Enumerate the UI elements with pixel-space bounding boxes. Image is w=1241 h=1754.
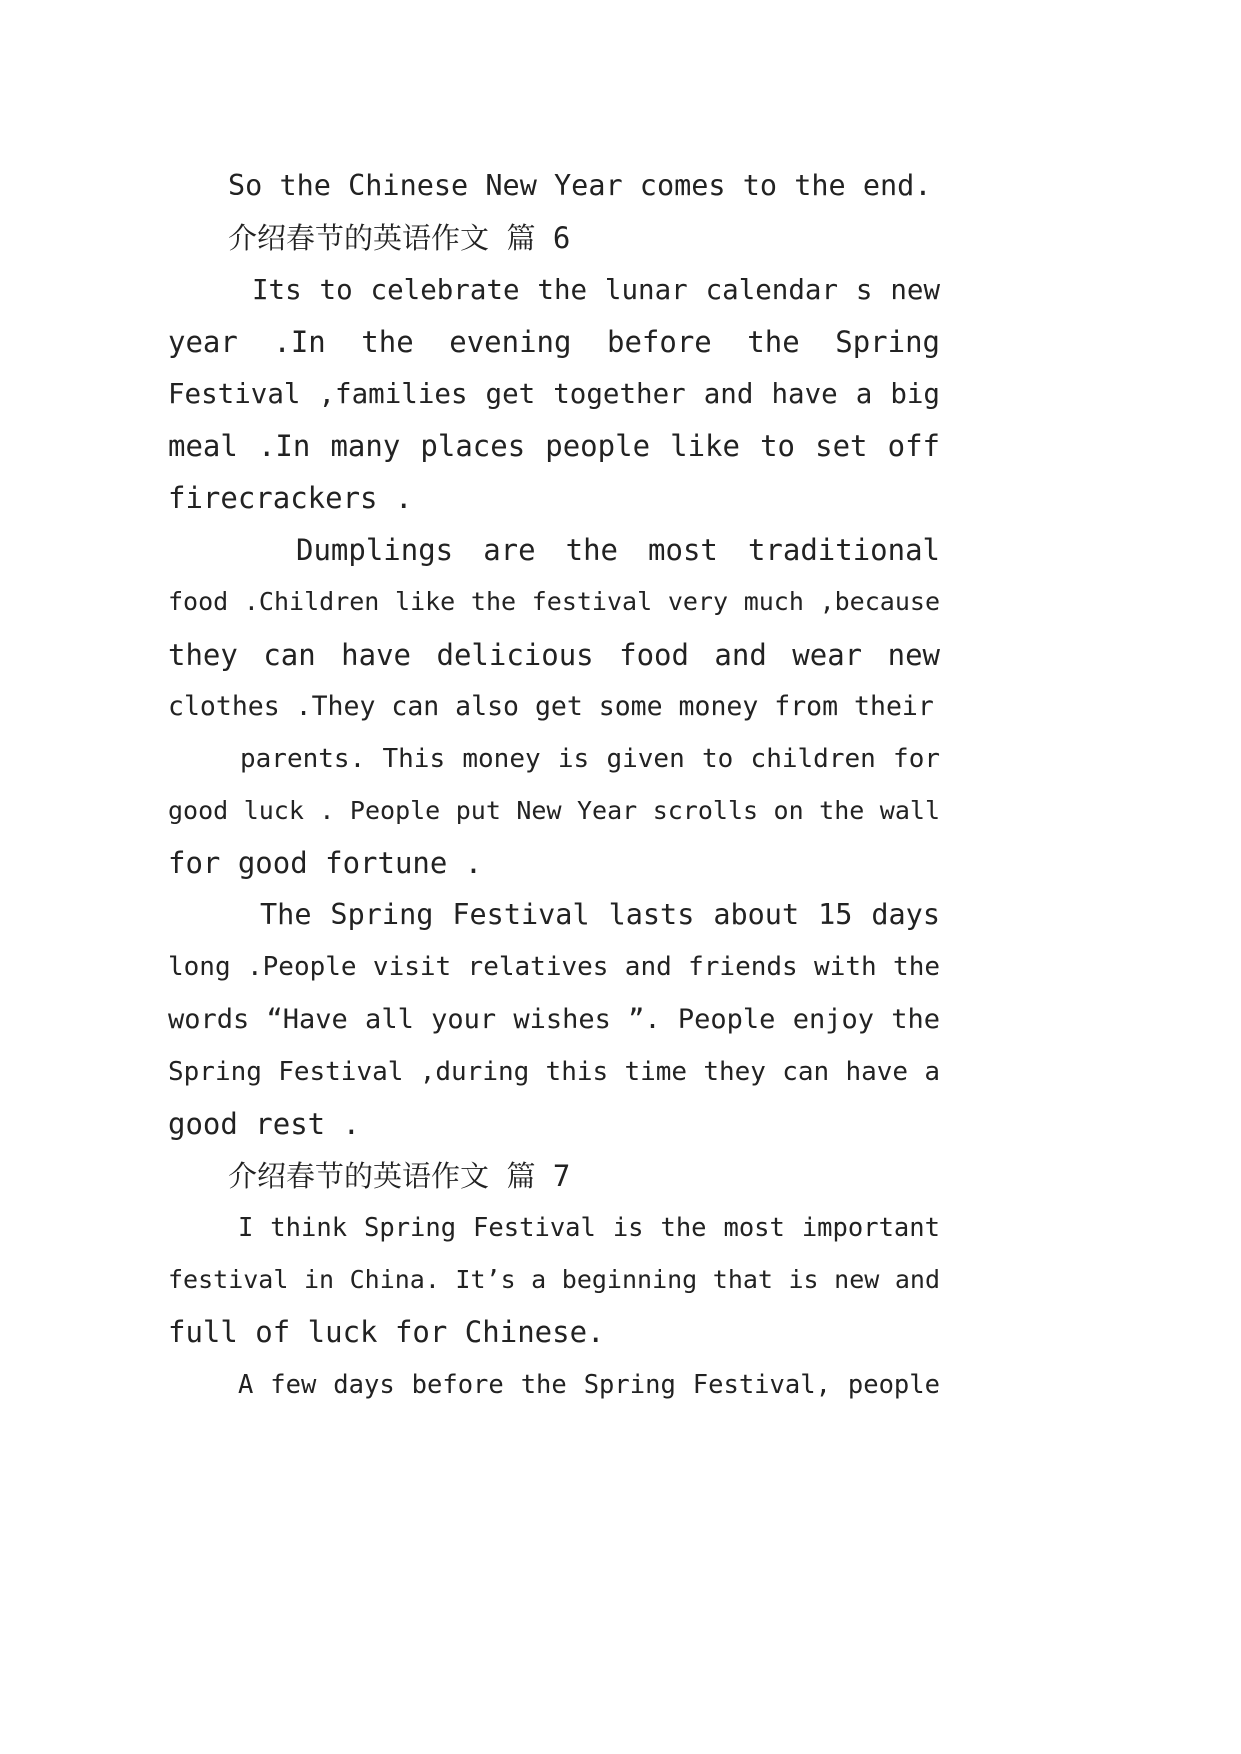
text-line: good rest . (168, 1107, 361, 1141)
text-line: they can have delicious food and wear new (168, 638, 940, 672)
text-line: Festival ,families get together and have a big (168, 378, 940, 410)
text-line: year .In the evening before the Spring (168, 325, 940, 359)
text-line: words “Have all your wishes ”. People enjoy the (168, 1004, 940, 1035)
text-line: I think Spring Festival is the most important (238, 1213, 940, 1243)
text-line: festival in China. It’s a beginning that is new and (168, 1265, 940, 1294)
text-line: food .Children like the festival very much ,because (168, 587, 940, 616)
text-line: firecrackers . (168, 481, 413, 515)
section-heading: 介绍春节的英语作文 篇 6 (228, 221, 571, 255)
text-line: A few days before the Spring Festival, people (238, 1370, 940, 1400)
text-line: Dumplings are the most traditional (296, 533, 940, 567)
text-line: good luck . People put New Year scrolls on the wall (168, 796, 940, 825)
text-line: parents. This money is given to children for (240, 744, 940, 774)
text-line: meal .In many places people like to set off (168, 429, 940, 463)
section-heading: 介绍春节的英语作文 篇 7 (228, 1159, 571, 1193)
text-line: for good fortune . (168, 846, 483, 880)
text-line: Its to celebrate the lunar calendar s new (252, 274, 940, 306)
text-line: Spring Festival ,during this time they can have a (168, 1057, 940, 1087)
text-line: So the Chinese New Year comes to the end. (228, 169, 932, 202)
text-line: long .People visit relatives and friends with the (168, 952, 940, 982)
text-line: clothes .They can also get some money from their (168, 691, 934, 722)
text-line: The Spring Festival lasts about 15 days (260, 898, 940, 931)
text-line: full of luck for Chinese. (168, 1315, 605, 1349)
